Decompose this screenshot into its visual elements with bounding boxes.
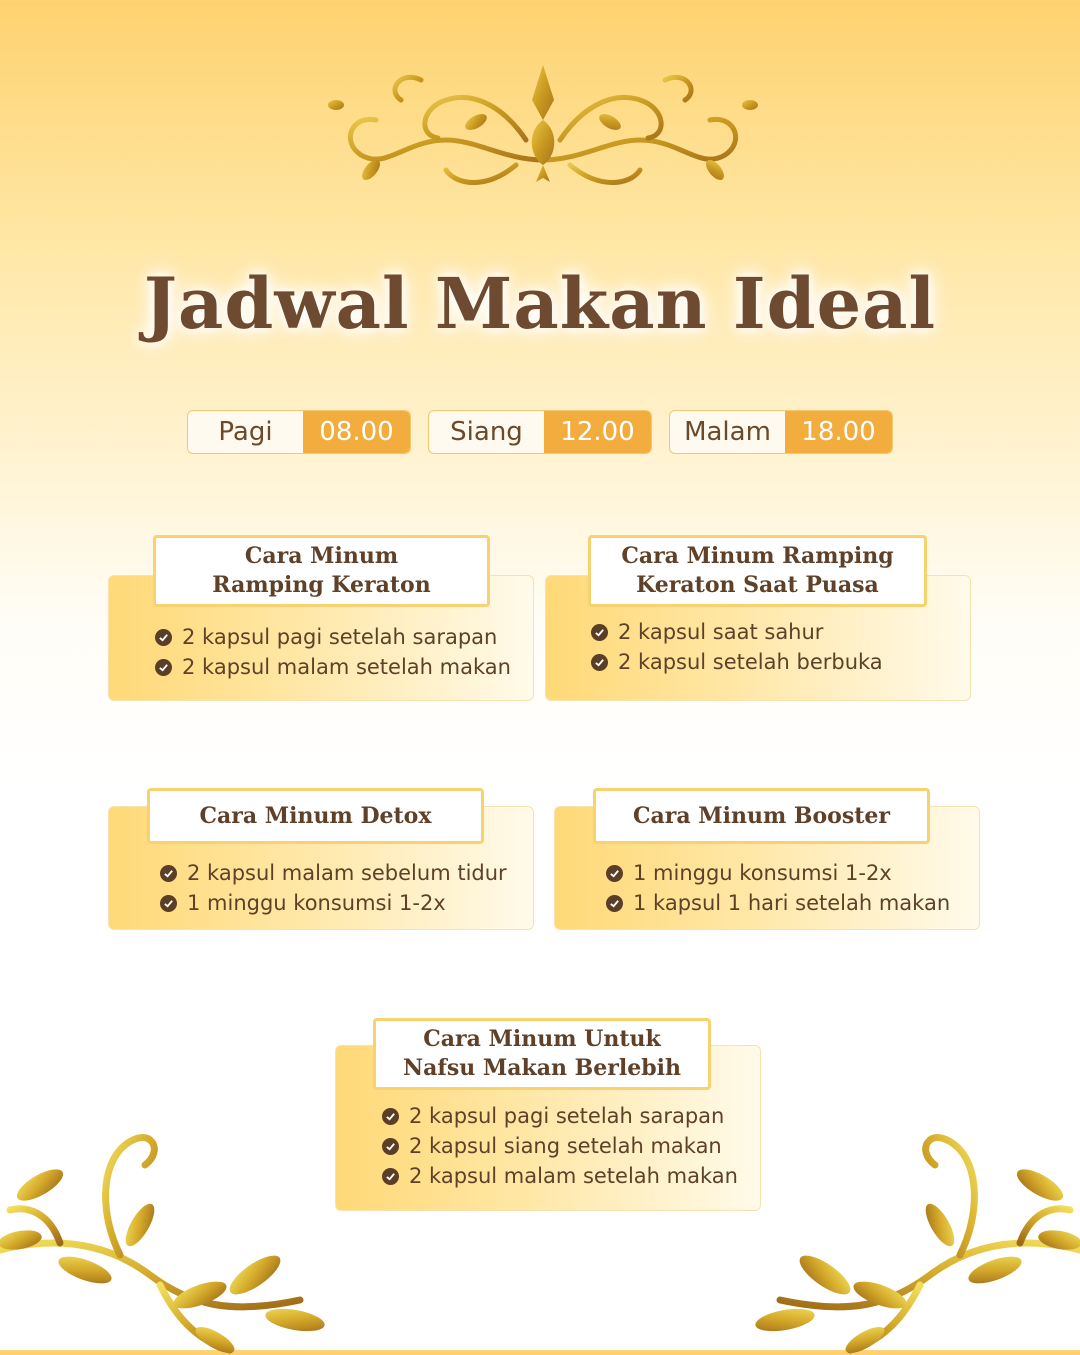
schedule-label: Siang bbox=[450, 417, 523, 447]
card-items bbox=[155, 622, 511, 682]
card-title bbox=[373, 1018, 711, 1090]
check-circle-icon bbox=[606, 865, 623, 882]
list-item: 2 kapsul malam setelah makan bbox=[155, 652, 511, 682]
list-item: 2 kapsul malam setelah makan bbox=[382, 1161, 738, 1191]
check-circle-icon bbox=[382, 1138, 399, 1155]
list-item: 2 kapsul setelah berbuka bbox=[591, 647, 883, 677]
card-title-line: Ramping Keraton bbox=[212, 572, 431, 598]
card-items bbox=[591, 617, 883, 677]
list-item: 2 kapsul saat sahur bbox=[591, 617, 883, 647]
card-title-line: Cara Minum Ramping bbox=[621, 543, 894, 569]
check-circle-icon bbox=[591, 654, 608, 671]
card-title-line: Cara Minum Booster bbox=[633, 802, 890, 829]
card-items bbox=[382, 1101, 738, 1191]
schedule-label: Malam bbox=[684, 417, 771, 447]
check-circle-icon bbox=[591, 624, 608, 641]
card-title-line: Cara Minum Detox bbox=[199, 802, 432, 829]
card-title-line: Cara Minum bbox=[244, 543, 399, 569]
card-title bbox=[153, 535, 490, 607]
page-title: Jadwal Makan Ideal bbox=[143, 262, 937, 345]
check-circle-icon bbox=[160, 895, 177, 912]
card-title bbox=[147, 788, 484, 844]
schedule-pill-siang bbox=[428, 410, 652, 454]
check-circle-icon bbox=[160, 865, 177, 882]
list-item: 2 kapsul malam sebelum tidur bbox=[160, 858, 507, 888]
list-item: 1 minggu konsumsi 1-2x bbox=[606, 858, 950, 888]
list-item: 1 kapsul 1 hari setelah makan bbox=[606, 888, 950, 918]
check-circle-icon bbox=[155, 629, 172, 646]
card-title-line: Keraton Saat Puasa bbox=[636, 572, 879, 598]
schedule-pill-malam bbox=[669, 410, 893, 454]
card-title bbox=[593, 788, 930, 844]
gold-vine-icon bbox=[0, 1125, 330, 1355]
schedule-time: 18.00 bbox=[785, 411, 892, 453]
gold-vine-icon bbox=[750, 1125, 1080, 1355]
schedule-time: 08.00 bbox=[303, 411, 410, 453]
list-item: 2 kapsul pagi setelah sarapan bbox=[155, 622, 511, 652]
card-items bbox=[160, 858, 507, 918]
check-circle-icon bbox=[155, 659, 172, 676]
list-item: 1 minggu konsumsi 1-2x bbox=[160, 888, 507, 918]
ornament-flourish-icon bbox=[326, 60, 760, 190]
card-items bbox=[606, 858, 950, 918]
schedule-time: 12.00 bbox=[544, 411, 651, 453]
list-item: 2 kapsul siang setelah makan bbox=[382, 1131, 738, 1161]
list-item: 2 kapsul pagi setelah sarapan bbox=[382, 1101, 738, 1131]
check-circle-icon bbox=[606, 895, 623, 912]
card-title-line: Cara Minum Untuk bbox=[423, 1026, 661, 1052]
check-circle-icon bbox=[382, 1108, 399, 1125]
schedule-pill-pagi bbox=[187, 410, 411, 454]
card-title bbox=[588, 535, 927, 607]
card-title-line: Nafsu Makan Berlebih bbox=[403, 1055, 681, 1081]
check-circle-icon bbox=[382, 1168, 399, 1185]
schedule-label: Pagi bbox=[218, 417, 273, 447]
